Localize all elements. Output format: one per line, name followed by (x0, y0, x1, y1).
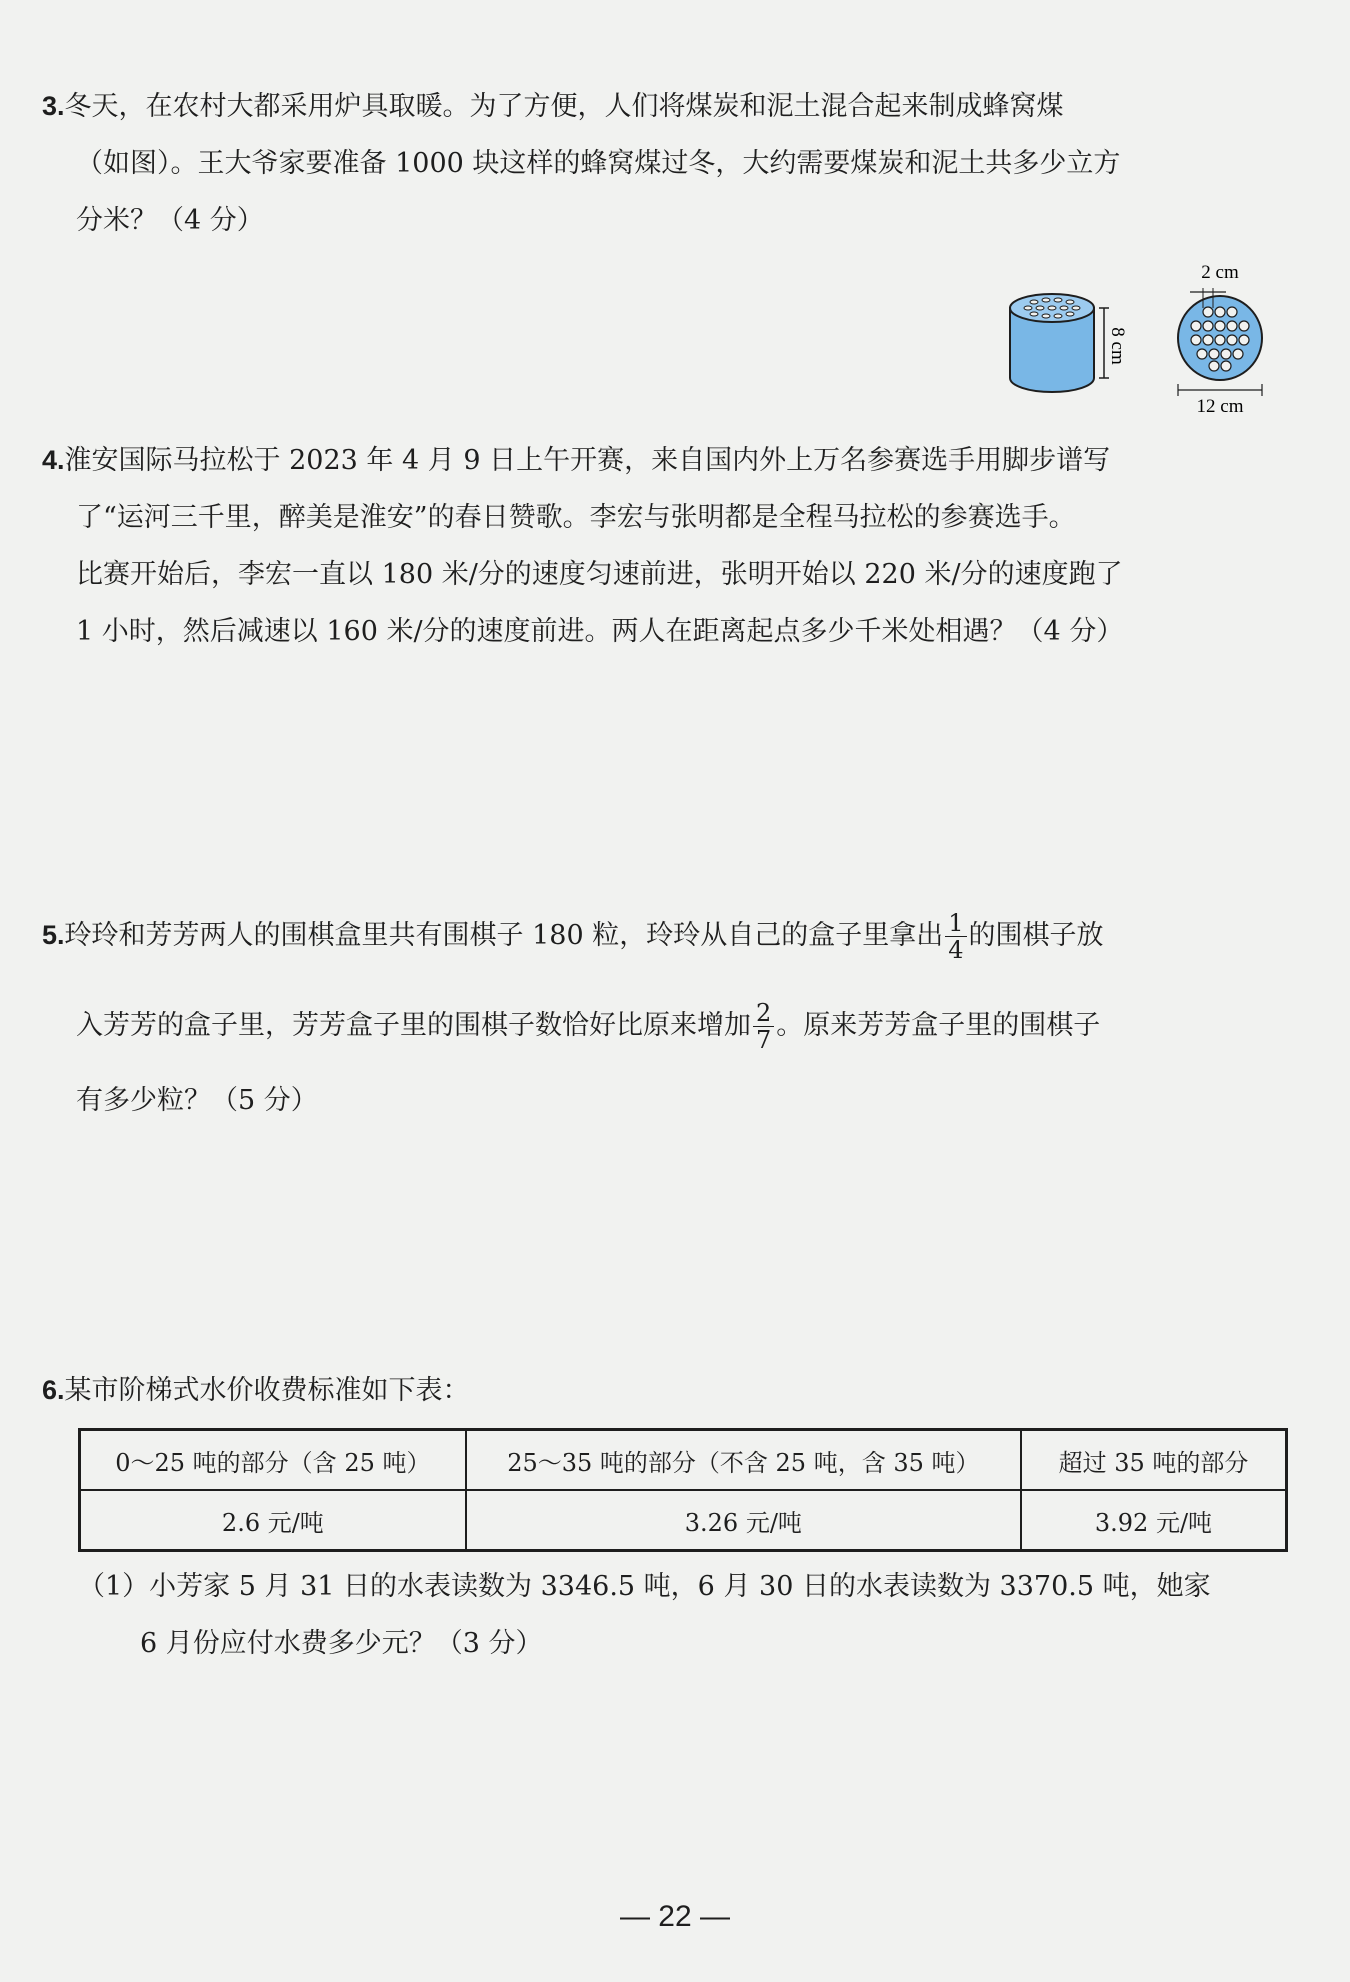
question-number: 4. (42, 445, 65, 475)
question-number: 3. (42, 91, 65, 121)
table-cell: 2.6 元/吨 (80, 1490, 466, 1551)
coal-cylinder (1010, 294, 1094, 392)
question-3 (42, 78, 1292, 249)
question-text-line: （1）小芳家 5 月 31 日的水表读数为 3346.5 吨，6 月 30 日的水表读数为 3370.5 吨，她家 (78, 1571, 1211, 1602)
coal-top-view (1178, 296, 1262, 380)
diameter-label: 12 cm (1196, 396, 1244, 417)
question-text-segment: 入芳芳的盒子里，芳芳盒子里的围棋子数恰好比原来增加 (76, 1010, 751, 1041)
fraction-numerator: 2 (753, 1000, 774, 1027)
fraction-one-quarter (945, 910, 966, 963)
question-text-line: （如图）。王大爷家要准备 1000 块这样的蜂窝煤过冬，大约需要煤炭和泥土共多少立方 (76, 148, 1121, 179)
table-cell: 3.92 元/吨 (1021, 1490, 1287, 1551)
question-text-line: 淮安国际马拉松于 2023 年 4 月 9 日上午开赛，来自国内外上万名参赛选手用脚步谱写 (64, 445, 1111, 476)
height-label: 8 cm (1107, 327, 1128, 365)
question-4 (42, 432, 1292, 660)
question-5 (42, 890, 1292, 1131)
question-text-line: 6 月份应付水费多少元？（3 分） (140, 1628, 543, 1659)
table-header-cell: 25～35 吨的部分（不含 25 吨，含 35 吨） (466, 1430, 1021, 1491)
water-price-table (78, 1428, 1288, 1552)
question-number: 5. (42, 920, 65, 950)
question-text-line: 1 小时，然后减速以 160 米/分的速度前进。两人在距离起点多少千米处相遇？（4 分） (76, 616, 1124, 647)
question-text-line: 比赛开始后，李宏一直以 180 米/分的速度匀速前进，张明开始以 220 米/分的速度跑了 (76, 559, 1123, 590)
table-header-cell: 0～25 吨的部分（含 25 吨） (80, 1430, 466, 1491)
hole-diameter-label: 2 cm (1201, 262, 1239, 283)
question-text-line: 有多少粒？（5 分） (76, 1085, 318, 1116)
question-text-line: 了“运河三千里，醉美是淮安”的春日赞歌。李宏与张明都是全程马拉松的参赛选手。 (76, 502, 1076, 533)
question-text-line: 某市阶梯式水价收费标准如下表： (64, 1375, 470, 1406)
honeycomb-coal-diagram (1000, 258, 1290, 418)
question-text-line: 分米？（4 分） (76, 205, 264, 236)
fraction-numerator: 1 (945, 910, 966, 937)
fraction-two-sevenths (753, 1000, 774, 1053)
table-row (80, 1490, 1287, 1551)
question-6-part-1 (78, 1558, 1293, 1672)
question-text-line: 冬天，在农村大都采用炉具取暖。为了方便，人们将煤炭和泥土混合起来制成蜂窝煤 (64, 91, 1064, 122)
question-text-segment: 。原来芳芳盒子里的围棋子 (776, 1010, 1101, 1041)
question-text-segment: 玲玲和芳芳两人的围棋盒里共有围棋子 180 粒，玲玲从自己的盒子里拿出 (64, 920, 944, 951)
table-cell: 3.26 元/吨 (466, 1490, 1021, 1551)
question-6 (42, 1362, 1292, 1419)
fraction-denominator: 7 (756, 1026, 772, 1054)
question-text-segment: 的围棋子放 (968, 920, 1104, 951)
fraction-denominator: 4 (948, 936, 964, 964)
honeycomb-coal-figure (1000, 258, 1290, 418)
table-header-cell: 超过 35 吨的部分 (1021, 1430, 1287, 1491)
page-number: — 22 — (619, 1900, 731, 1933)
question-number: 6. (42, 1375, 65, 1405)
table-header-row (80, 1430, 1287, 1491)
